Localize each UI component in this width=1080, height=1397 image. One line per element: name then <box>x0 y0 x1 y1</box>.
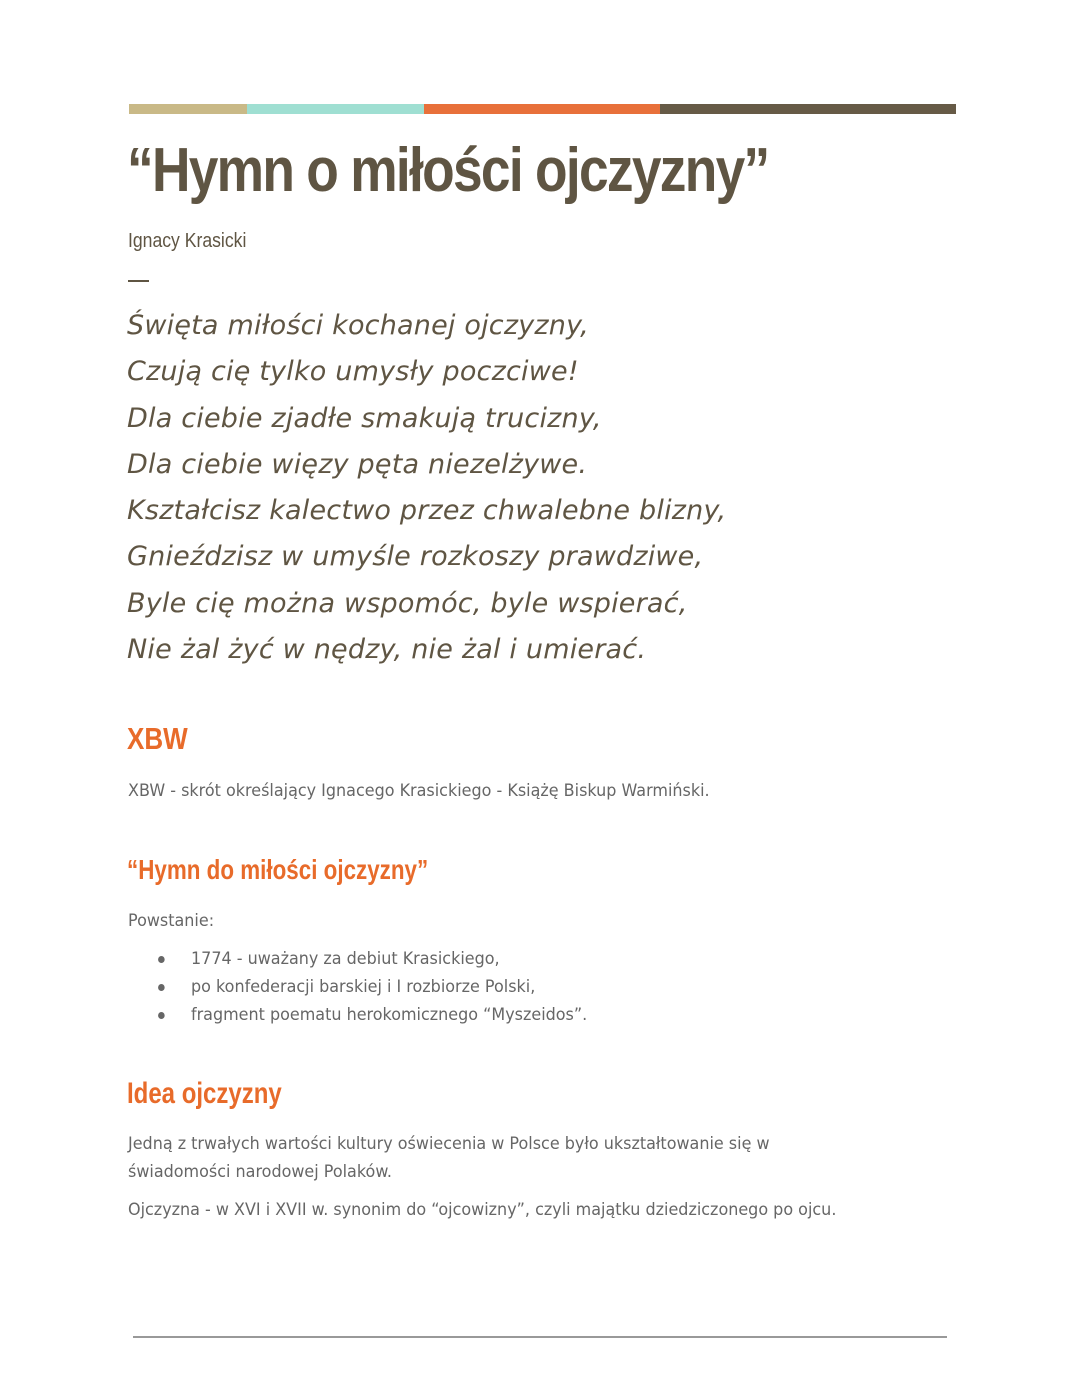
list-item <box>128 1001 587 1029</box>
color-bar-segment-teal <box>247 104 424 114</box>
footer-divider <box>133 1336 947 1338</box>
poem-line: Czują cię tylko umysły poczciwe! <box>127 356 579 388</box>
powstanie-bullet-list <box>128 945 587 1029</box>
title-divider-dash <box>128 280 149 282</box>
section-heading-idea: Idea ojczyzny <box>127 1077 282 1110</box>
list-item-text: fragment poematu herokomicznego “Myszeidos”. <box>190 1005 588 1025</box>
poem-stanza <box>127 303 726 673</box>
idea-paragraph-1 <box>128 1130 770 1186</box>
bullet-dot-icon <box>158 984 165 991</box>
idea-paragraph-2: Ojczyzna - w XVI i XVII w. synonim do “ojcowizny”, czyli majątku dziedziczonego po ojcu. <box>128 1200 837 1220</box>
poem-line: Dla ciebie zjadłe smakują trucizny, <box>127 402 602 434</box>
section-heading-xbw: XBW <box>127 721 188 756</box>
idea-paragraph-1-line-1: Jedną z trwałych wartości kultury oświecenia w Polsce było ukształtowanie się w <box>128 1134 770 1154</box>
list-item-text: 1774 - uważany za debiut Krasickiego, <box>190 949 500 969</box>
poem-line: Święta miłości kochanej ojczyzny, <box>127 310 589 341</box>
header-color-bar <box>129 104 956 114</box>
poem-line: Kształcisz kalectwo przez chwalebne blizny, <box>127 495 727 527</box>
idea-paragraph-1-line-2: świadomości narodowej Polaków. <box>128 1162 393 1182</box>
list-item <box>128 945 587 973</box>
color-bar-segment-beige <box>129 104 247 114</box>
poem-line: Gnieździsz w umyśle rozkoszy prawdziwe, <box>127 541 704 573</box>
list-item <box>128 973 587 1001</box>
xbw-paragraph: XBW - skrót określający Ignacego Krasickiego - Książę Biskup Warmiński. <box>128 781 710 801</box>
author-subtitle: Ignacy Krasicki <box>128 230 247 252</box>
section-heading-hymn: “Hymn do miłości ojczyzny” <box>127 854 429 885</box>
poem-line: Dla ciebie więzy pęta niezelżywe. <box>127 448 588 480</box>
color-bar-segment-brown <box>660 104 956 114</box>
powstanie-label: Powstanie: <box>128 911 215 931</box>
color-bar-segment-orange <box>424 104 660 114</box>
poem-line: Byle cię można wspomóc, byle wspierać, <box>127 587 688 619</box>
page-title: “Hymn o miłości ojczyzny” <box>127 136 769 205</box>
poem-line: Nie żal żyć w nędzy, nie żal i umierać. <box>127 634 647 666</box>
list-item-text: po konfederacji barskiej i I rozbiorze Polski, <box>190 977 536 997</box>
bullet-dot-icon <box>158 1012 165 1019</box>
bullet-dot-icon <box>158 956 165 963</box>
